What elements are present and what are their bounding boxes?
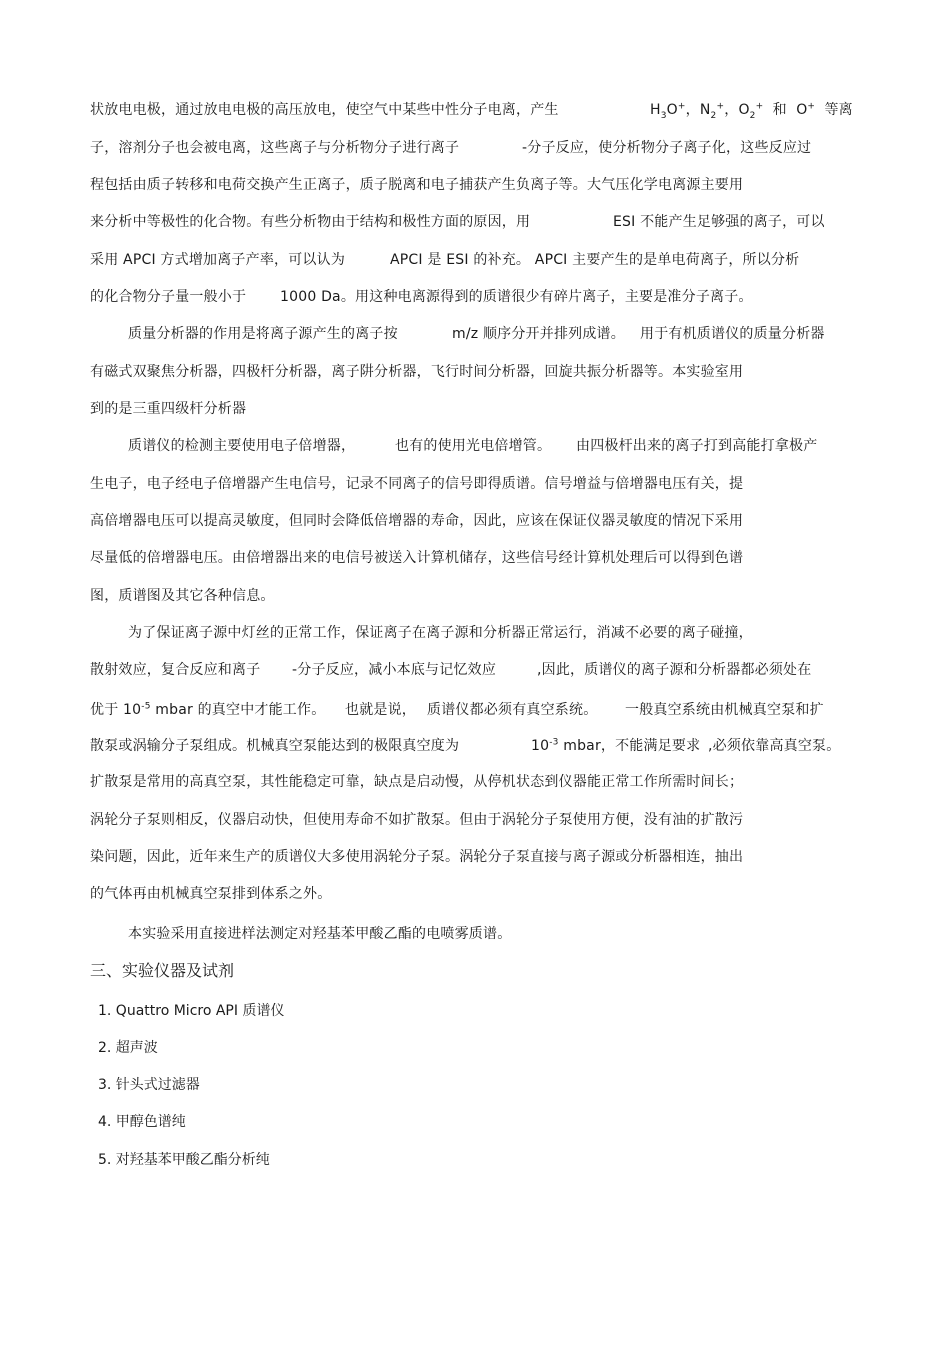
ion-text: N: [699, 102, 711, 118]
text-segment: 质谱仪的检测主要使用电子倍增器，: [128, 438, 356, 454]
ion-text: O: [796, 102, 808, 118]
text-line: [90, 736, 459, 756]
text-segment: 生电子，电子经电子倍增器产生电信号，记录不同离子的信号即得质谱。信号增益与倍增器电压有关，提: [90, 476, 744, 492]
text-line: [90, 511, 743, 531]
exponent-superscript: -3: [549, 737, 559, 748]
text-line: [90, 212, 530, 232]
text-line: [128, 924, 511, 944]
ion-text: H: [650, 102, 661, 118]
ion-superscript: +: [677, 101, 686, 112]
text-segment: 图，质谱图及其它各种信息。: [90, 588, 275, 604]
text-segment: ESI 不能产生足够强的离子，可以: [613, 214, 825, 230]
text-line: [90, 847, 743, 867]
text-line: [292, 660, 496, 680]
text-segment: 状放电电极，通过放电电极的高压放电，使空气中某些中性分子电离，产生: [90, 102, 559, 118]
text-line: [90, 100, 559, 120]
text-line: [90, 548, 743, 568]
text-segment: ,必须依靠高真空泵。: [708, 738, 841, 754]
text-segment: 也有的使用光电倍增管。: [395, 438, 552, 454]
text-line: [90, 586, 275, 606]
text-line: [90, 474, 743, 494]
text-line: [345, 700, 416, 720]
ion-separator: ，: [685, 102, 700, 118]
ion-tail: 等离: [824, 102, 853, 118]
text-line: [640, 324, 825, 344]
exponent-superscript: -5: [141, 701, 151, 712]
ion-conjunction: 和: [772, 102, 787, 118]
ion-text: O: [738, 102, 750, 118]
text-segment: 来分析中等极性的化合物。有些分析物由于结构和极性方面的原因，用: [90, 214, 531, 230]
text-line: [537, 660, 811, 680]
text-line: [613, 212, 825, 232]
text-segment: 采用 APCI 方式增加离子产率，可以认为: [90, 252, 346, 268]
text-line: [128, 623, 753, 643]
section-heading: 三、实验仪器及试剂: [90, 961, 235, 980]
text-line: [90, 287, 246, 307]
ion-list: [650, 100, 853, 120]
text-segment: 程包括由质子转移和电荷交换产生正离子，质子脱离和电子捕获产生负离子等。大气压化学电离源主要用: [90, 177, 744, 193]
text-segment: 质谱仪都必须有真空系统。: [427, 702, 598, 718]
text-segment: 10: [531, 738, 550, 754]
text-line: [280, 287, 753, 307]
text-segment: 涡轮分子泵则相反，仪器启动快，但使用寿命不如扩散泵。但由于涡轮分子泵使用方便，没有油的扩散污: [90, 812, 744, 828]
text-line: [90, 399, 246, 419]
text-segment: 由四极杆出来的离子打到高能打拿极产: [576, 438, 818, 454]
list-item: 3. 针头式过滤器: [98, 1077, 200, 1093]
list-item: 5. 对羟基苯甲酸乙酯分析纯: [98, 1152, 270, 1168]
text-segment: m/z 顺序分开并排列成谱。: [452, 326, 625, 342]
text-line: [90, 362, 743, 382]
ion-subscript: 2: [710, 110, 717, 121]
text-line: [90, 772, 743, 792]
text-segment: mbar 的真空中才能工作。: [150, 702, 326, 718]
text-segment: -分子反应，减小本底与记忆效应: [292, 662, 497, 678]
text-segment: 散射效应，复合反应和离子: [90, 662, 261, 678]
text-line: [522, 138, 811, 158]
text-line: [390, 250, 799, 270]
list-item: 1. Quattro Micro API 质谱仪: [98, 1003, 285, 1019]
ion-superscript: +: [807, 101, 816, 112]
text-segment: ,因此，质谱仪的离子源和分析器都必须处在: [537, 662, 812, 678]
text-line: [90, 810, 743, 830]
text-segment: 也就是说，: [345, 702, 416, 718]
text-segment: 的化合物分子量一般小于: [90, 289, 247, 305]
text-line: [90, 660, 260, 680]
ion-superscript: +: [716, 101, 725, 112]
text-line: [531, 736, 700, 756]
text-segment: 1000 Da。用这种电离源得到的质谱很少有碎片离子，主要是准分子离子。: [280, 289, 753, 305]
text-line: [452, 324, 625, 344]
ion-subscript: 3: [660, 110, 667, 121]
text-segment: 散泵或涡输分子泵组成。机械真空泵能达到的极限真空度为: [90, 738, 460, 754]
text-line: [90, 884, 331, 904]
text-segment: 染问题，因此，近年来生产的质谱仪大多使用涡轮分子泵。涡轮分子泵直接与离子源或分析器相连，抽出: [90, 849, 744, 865]
text-segment: APCI 是 ESI 的补充。 APCI 主要产生的是单电荷离子，所以分析: [390, 252, 800, 268]
text-line: [90, 138, 459, 158]
text-segment: 的气体再由机械真空泵排到体系之外。: [90, 886, 332, 902]
text-segment: 本实验采用直接进样法测定对羟基苯甲酸乙酯的电喷雾质谱。: [128, 926, 512, 942]
text-line: [427, 700, 597, 720]
text-segment: 优于 10: [90, 702, 142, 718]
text-line: [128, 324, 398, 344]
text-segment: 尽量低的倍增器电压。由倍增器出来的电信号被送入计算机储存，这些信号经计算机处理后可以得到色谱: [90, 550, 744, 566]
ion-subscript: 2: [749, 110, 756, 121]
text-line: [395, 436, 551, 456]
text-segment: 有磁式双聚焦分析器，四极杆分析器，离子阱分析器，飞行时间分析器，回旋共振分析器等。本实验室用: [90, 364, 744, 380]
ion-superscript: +: [755, 101, 764, 112]
text-line: [90, 175, 743, 195]
ion-text: O: [666, 102, 678, 118]
list-item: 4. 甲醇色谱纯: [98, 1114, 186, 1130]
text-line: [576, 436, 817, 456]
text-line: [90, 700, 325, 720]
text-line: [90, 250, 345, 270]
text-line: [128, 436, 355, 456]
text-segment: 扩散泵是常用的高真空泵，其性能稳定可靠，缺点是启动慢，从停机状态到仪器能正常工作所需时间长；: [90, 774, 744, 790]
text-segment: 用于有机质谱仪的质量分析器: [640, 326, 825, 342]
text-line: [625, 700, 824, 720]
text-segment: 到的是三重四级杆分析器: [90, 401, 247, 417]
text-segment: 子，溶剂分子也会被电离，这些离子与分析物分子进行离子: [90, 140, 460, 156]
text-segment: mbar，不能满足要求: [558, 738, 701, 754]
text-line: [708, 736, 840, 756]
text-segment: -分子反应，使分析物分子离子化，这些反应过: [522, 140, 812, 156]
list-item: 2. 超声波: [98, 1040, 158, 1056]
text-segment: 一般真空系统由机械真空泵和扩: [625, 702, 824, 718]
text-segment: 高倍增器电压可以提高灵敏度，但同时会降低倍增器的寿命，因此，应该在保证仪器灵敏度的情况下采用: [90, 513, 744, 529]
text-segment: 为了保证离子源中灯丝的正常工作，保证离子在离子源和分析器正常运行，消减不必要的离子碰撞，: [128, 625, 753, 641]
text-segment: 质量分析器的作用是将离子源产生的离子按: [128, 326, 398, 342]
ion-separator: ，: [724, 102, 739, 118]
